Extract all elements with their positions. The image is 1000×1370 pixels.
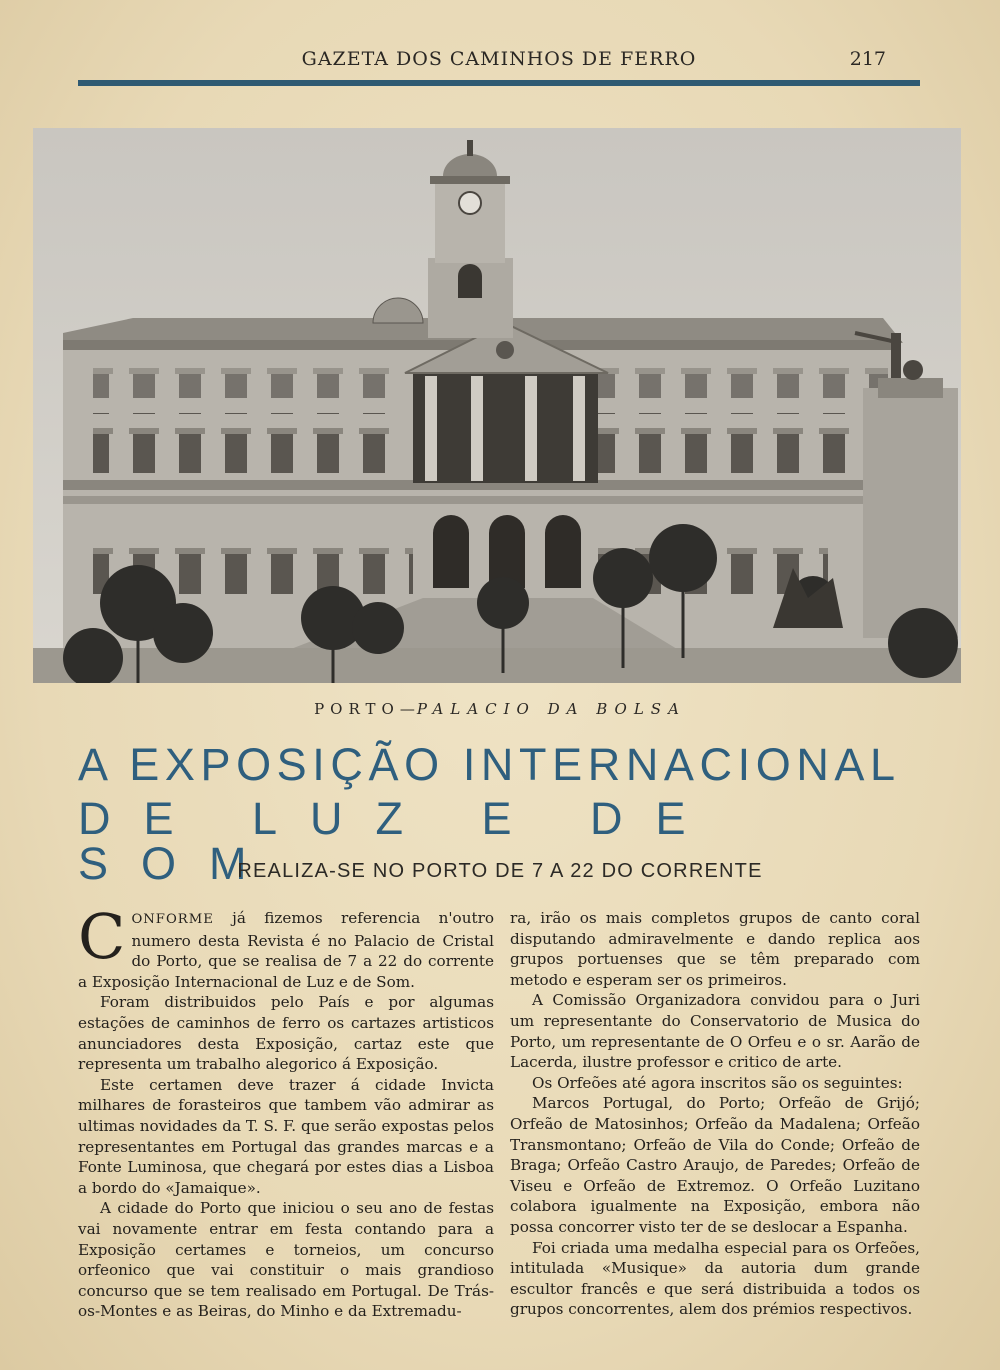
- magazine-title: GAZETA DOS CAMINHOS DE FERRO: [301, 48, 697, 70]
- photo-caption: [0, 700, 1000, 718]
- paragraph-9: Foi criada uma medalha especial para os Orfeões, intitulada «Musique» da autoria dum grande escultor francês e que será distribuida a todos os grupos concorrentes, alem dos prémios respectivos.: [510, 1238, 920, 1319]
- headline-line-2: DE LUZ E DE SOM: [78, 793, 719, 889]
- article-column-left: [78, 900, 494, 1322]
- subheadline: REALIZA-SE NO PORTO DE 7 A 22 DO CORRENTE: [237, 860, 763, 882]
- running-header: [78, 44, 920, 74]
- paragraph-2: Foram distribuidos pelo País e por algumas estações de caminhos de ferro os cartazes artisticos anunciadores desta Exposição, cartaz este que representa um trabalho alegorico á Exposição.: [78, 993, 494, 1074]
- headline-line-1: A EXPOSIÇÃO INTERNACIONAL: [78, 739, 901, 790]
- paragraph-6: A Comissão Organizadora convidou para o Juri um representante do Conservatorio de Musica do Porto, um representante de O Orfeu e o sr. Aarão de Lacerda, ilustre professor e critico de arte.: [510, 991, 920, 1072]
- caption-building: PALACIO DA BOLSA: [416, 700, 686, 718]
- caption-dash: —: [399, 700, 417, 718]
- drop-cap: C: [78, 900, 126, 973]
- paragraph-5: ra, irão os mais completos grupos de canto coral disputando admiravelmente e dando replica aos grupos portuenses que se têm preparado com metodo e esperam ser os primeiros.: [510, 909, 920, 989]
- paragraph-3: Este certamen deve trazer á cidade Invicta milhares de forasteiros que tambem vão admirar as ultimas novidades da T. S. F. que serão expostas pelos representantes em Portugal das grandes marcas e a Fonte Luminosa, que chegará por estes dias a Lisboa a bordo do «Jamaique».: [78, 1075, 494, 1197]
- paragraph-7: Os Orfeões até agora inscritos são os seguintes:: [532, 1073, 903, 1092]
- paragraph-4: A cidade do Porto que iniciou o seu ano de festas vai novamente entrar em festa contando para a Exposição certames e torneios, um concurso orfeonico que vai constituir o mais grandioso concurso que se tem realisado em Portugal. De Trás-os-Montes e as Beiras, do Minho e da Extremadu-: [78, 1199, 494, 1321]
- paragraph-8: Marcos Portugal, do Porto; Orfeão de Grijó; Orfeão de Matosinhos; Orfeão da Madalena; Orfeão Transmontano; Orfeão de Vila do Conde; Orfeão de Braga; Orfeão Castro Araujo, de Paredes; Orfeão de Viseu e Orfeão de Extremoz. O Orfeão Luzitano colabora igualmente na Exposição, embora não possa concorrer visto ter de se deslocar a Espanha.: [510, 1094, 920, 1236]
- paragraph-1-text: já fizemos referencia n'outro numero desta Revista é no Palacio de Cristal do Porto, que se realisa de 7 a 22 do corrente a Exposição Internacional de Luz e de Som.: [78, 909, 494, 991]
- caption-city: PORTO: [314, 700, 400, 718]
- paragraph-1: [78, 900, 494, 992]
- page-number: 217: [849, 48, 886, 70]
- building-illustration: [33, 128, 961, 683]
- article-column-right: [510, 908, 920, 1320]
- header-rule: [78, 80, 920, 86]
- palacio-da-bolsa-photo: [33, 128, 961, 683]
- lead-word: ONFORME: [131, 912, 214, 927]
